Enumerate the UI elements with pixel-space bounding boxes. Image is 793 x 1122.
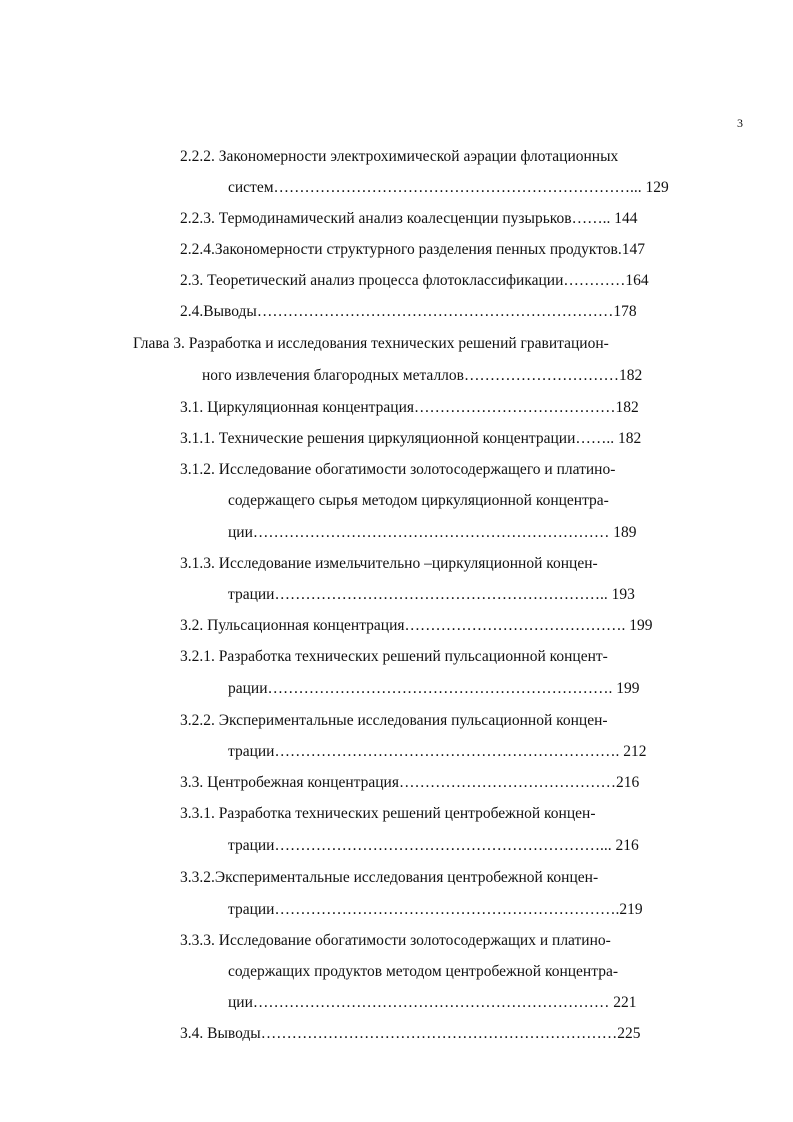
toc-line: трации………………………………………………………... 216 xyxy=(228,837,639,854)
toc-line: трации……………………………………………………….. 193 xyxy=(228,586,635,603)
toc-line: 3.2. Пульсационная концентрация……………………………………. 199 xyxy=(180,617,653,634)
toc-line: 2.2.3. Термодинамический анализ коалесценции пузырьков…….. 144 xyxy=(180,210,638,227)
toc-line: ного извлечения благородных металлов…………………………182 xyxy=(202,367,643,384)
toc-line: 3.2.1. Разработка технических решений пульсационной концент- xyxy=(180,648,608,665)
toc-line: 2.2.4.Закономерности структурного разделения пенных продуктов.147 xyxy=(180,241,645,258)
toc-line: трации………………………………………………………….219 xyxy=(228,901,643,918)
toc-line: ции…………………………………………………………… 221 xyxy=(228,994,637,1011)
page-number: 3 xyxy=(737,116,743,130)
toc-line: содержащих продуктов методом центробежной концентра- xyxy=(228,963,618,980)
toc-line: 2.2.2. Закономерности электрохимической аэрации флотационных xyxy=(180,148,619,165)
toc-line: 3.2.2. Экспериментальные исследования пульсационной концен- xyxy=(180,712,608,729)
toc-line: 3.1. Циркуляционная концентрация…………………………………182 xyxy=(180,399,639,416)
toc-line: систем……………………………………………………………... 129 xyxy=(228,179,669,196)
toc-line: ции…………………………………………………………… 189 xyxy=(228,524,637,541)
toc-line: Глава 3. Разработка и исследования технических решений гравитацион- xyxy=(133,335,609,352)
toc-line: содержащего сырья методом циркуляционной концентра- xyxy=(228,492,609,509)
toc-line: 3.1.2. Исследование обогатимости золотосодержащего и платино- xyxy=(180,461,616,478)
toc-line: рации…………………………………………………………. 199 xyxy=(228,680,640,697)
toc-line: 2.3. Теоретический анализ процесса флотоклассификации…………164 xyxy=(180,272,649,289)
toc-line: 3.1.3. Исследование измельчительно –циркуляционной концен- xyxy=(180,555,598,572)
toc-line: трации…………………………………………………………. 212 xyxy=(228,743,647,760)
toc-line: 3.3.2.Экспериментальные исследования центробежной концен- xyxy=(180,869,599,886)
toc-line: 3.3.1. Разработка технических решений центробежной концен- xyxy=(180,805,596,822)
toc-line: 2.4.Выводы……………………………………………………………178 xyxy=(180,303,637,320)
toc-line: 3.1.1. Технические решения циркуляционной концентрации…….. 182 xyxy=(180,430,642,447)
toc-line: 3.4. Выводы……………………………………………………………225 xyxy=(180,1025,641,1042)
toc-line: 3.3.3. Исследование обогатимости золотосодержащих и платино- xyxy=(180,932,611,949)
toc-line: 3.3. Центробежная концентрация……………………………………216 xyxy=(180,774,640,791)
